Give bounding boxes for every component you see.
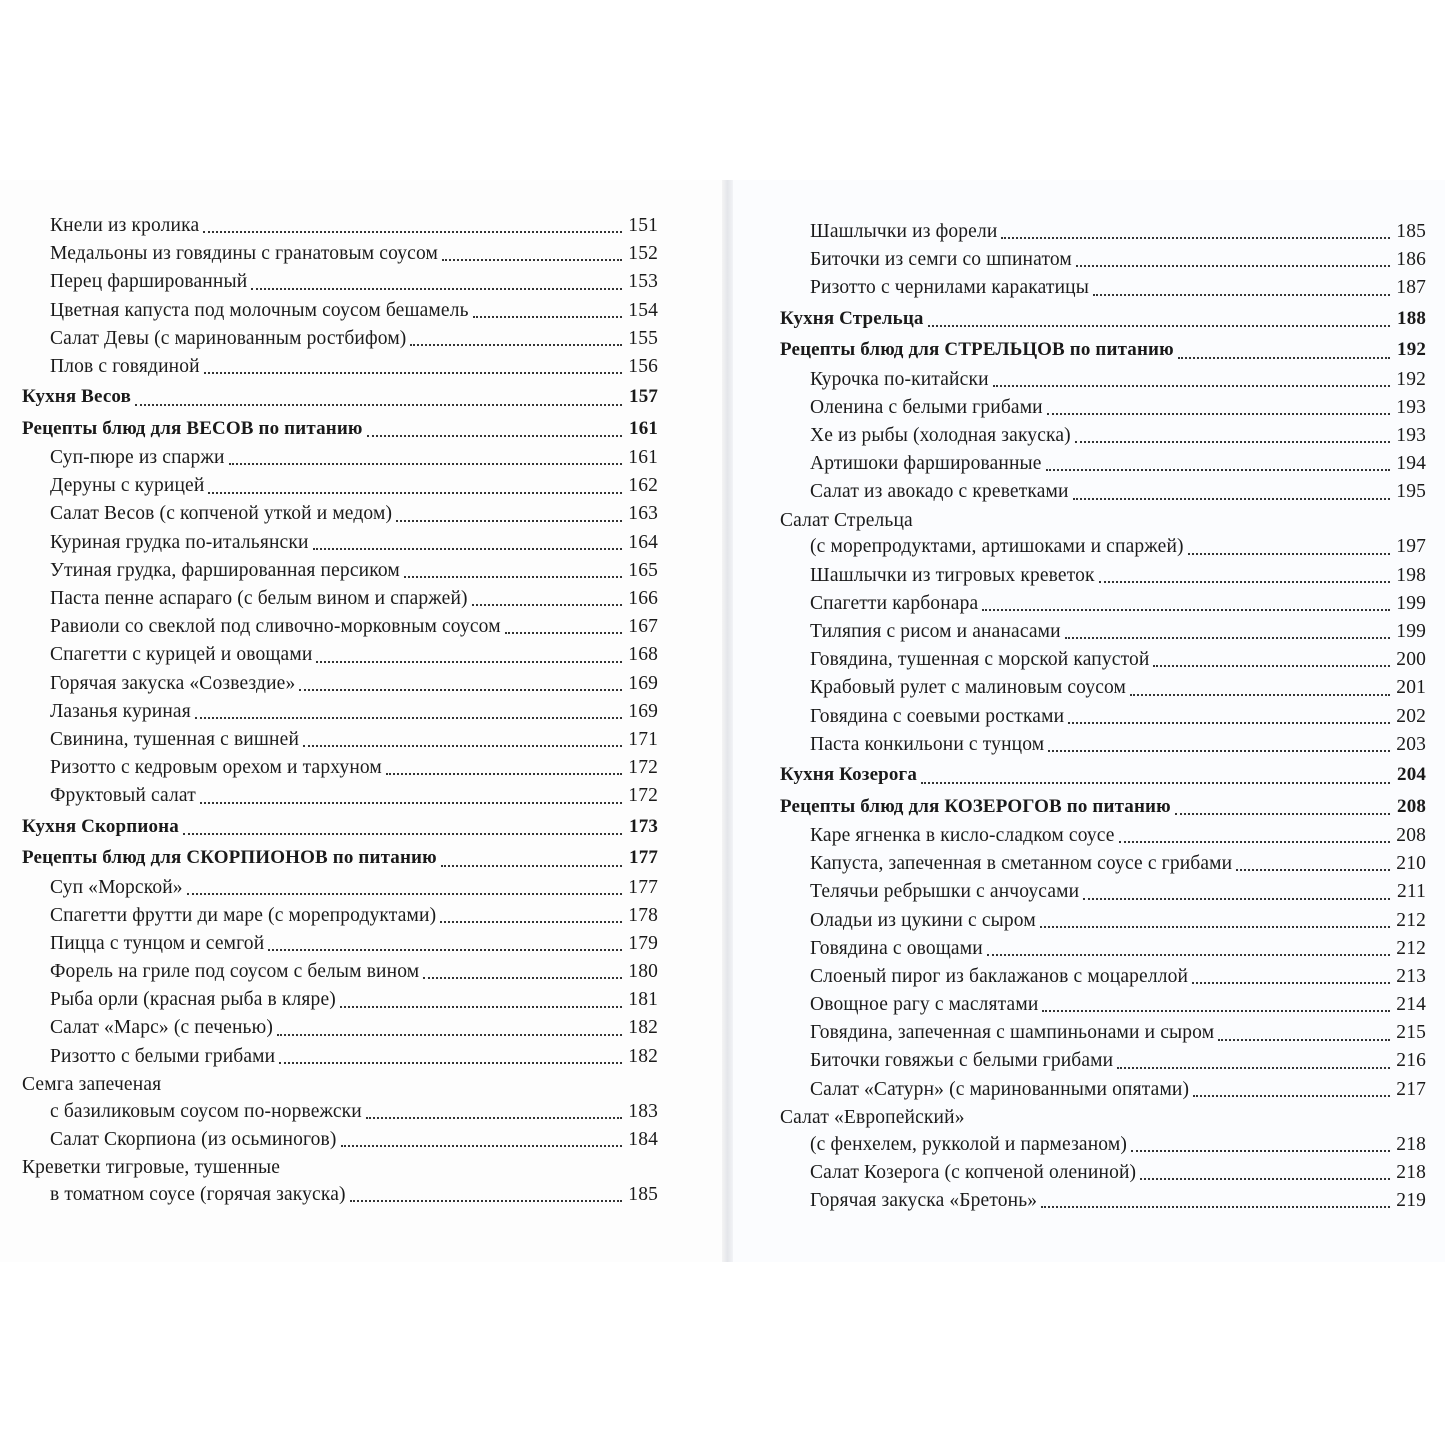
toc-entry-title: Оладьи из цукини с сыром bbox=[810, 909, 1036, 931]
toc-entry-title: Суп-пюре из спаржи bbox=[50, 447, 225, 469]
toc-entry bbox=[780, 646, 1426, 674]
dot-leader bbox=[1218, 1039, 1390, 1041]
toc-entry-title: Рыба орли (красная рыба в кляре) bbox=[50, 989, 336, 1011]
toc-entry-title: Овощное рагу с маслятами bbox=[810, 994, 1039, 1016]
toc-page-number: 199 bbox=[1396, 621, 1426, 643]
toc-entry bbox=[22, 641, 658, 669]
toc-entry-title: Рецепты блюд для СКОРПИОНОВ по питанию bbox=[22, 847, 437, 869]
toc-page-number: 193 bbox=[1396, 424, 1426, 446]
dot-leader bbox=[341, 1145, 622, 1147]
toc-entry bbox=[780, 590, 1426, 618]
toc-left bbox=[22, 212, 658, 1209]
toc-page-number: 218 bbox=[1396, 1133, 1426, 1155]
toc-page-number: 183 bbox=[628, 1100, 658, 1122]
toc-page-number: 208 bbox=[1396, 824, 1426, 846]
toc-entry bbox=[780, 618, 1426, 646]
toc-page-number: 212 bbox=[1396, 937, 1426, 959]
toc-page-number: 204 bbox=[1397, 764, 1426, 785]
toc-entry-title: Горячая закуска «Созвездие» bbox=[50, 672, 296, 694]
toc-page-number: 181 bbox=[628, 989, 658, 1011]
toc-page-number: 163 bbox=[628, 503, 658, 525]
dot-leader bbox=[1236, 869, 1390, 871]
toc-entry-title: Салат Скорпиона (из осьминогов) bbox=[50, 1129, 337, 1151]
toc-page-number: 192 bbox=[1397, 339, 1426, 361]
dot-leader bbox=[404, 576, 622, 578]
toc-entry bbox=[22, 1015, 658, 1043]
toc-entry-title: Паста пенне аспараго (с белым вином и спаржей) bbox=[50, 588, 468, 610]
toc-page-number: 217 bbox=[1396, 1078, 1426, 1100]
dot-leader bbox=[279, 1062, 622, 1064]
dot-leader bbox=[505, 632, 622, 634]
dot-leader bbox=[1153, 665, 1390, 667]
toc-page-number: 184 bbox=[628, 1129, 658, 1151]
dot-leader bbox=[367, 435, 622, 437]
toc-entry-title: Ризотто с чернилами каракатицы bbox=[810, 277, 1089, 299]
dot-leader bbox=[1192, 982, 1390, 984]
toc-entry-title: Салат Козерога (с копченой олениной) bbox=[810, 1162, 1137, 1184]
dot-leader bbox=[203, 231, 622, 233]
toc-entry bbox=[22, 754, 658, 782]
toc-entry bbox=[22, 1154, 658, 1181]
toc-entry bbox=[780, 450, 1426, 478]
toc-entry bbox=[22, 958, 658, 986]
dot-leader bbox=[1075, 441, 1390, 443]
toc-entry bbox=[22, 930, 658, 958]
dot-leader bbox=[1093, 294, 1390, 296]
toc-entry bbox=[780, 274, 1426, 302]
toc-page-number: 171 bbox=[628, 728, 658, 750]
toc-entry-title: (с морепродуктами, артишоками и спаржей) bbox=[810, 536, 1184, 558]
toc-entry-title: в томатном соусе (горячая закуска) bbox=[50, 1184, 346, 1206]
dot-leader bbox=[1040, 926, 1390, 928]
toc-entry-title: Салат «Марс» (с печенью) bbox=[50, 1017, 273, 1039]
toc-entry-title: Ризотто с кедровым орехом и тархуном bbox=[50, 757, 382, 779]
dot-leader bbox=[1175, 813, 1390, 815]
toc-section-heading bbox=[22, 413, 658, 445]
toc-page-number: 195 bbox=[1396, 481, 1426, 503]
dot-leader bbox=[982, 609, 1390, 611]
toc-entry bbox=[780, 366, 1426, 394]
toc-page-number: 169 bbox=[628, 672, 658, 694]
toc-entry bbox=[780, 246, 1426, 274]
toc-page-number: 210 bbox=[1396, 853, 1426, 875]
toc-page-number: 208 bbox=[1397, 795, 1426, 817]
dot-leader bbox=[277, 1034, 622, 1036]
dot-leader bbox=[993, 385, 1390, 387]
toc-entry-title: (с фенхелем, рукколой и пармезаном) bbox=[810, 1133, 1127, 1155]
toc-page-number: 218 bbox=[1396, 1162, 1426, 1184]
toc-entry-title: с базиликовым соусом по-норвежски bbox=[50, 1100, 362, 1122]
toc-entry bbox=[22, 444, 658, 472]
toc-entry-title: Телячьи ребрышки с анчоусами bbox=[810, 881, 1080, 903]
toc-entry bbox=[780, 1159, 1426, 1187]
dot-leader bbox=[440, 921, 622, 923]
toc-page-number: 198 bbox=[1396, 564, 1426, 586]
toc-entry-title: Салат Весов (с копченой уткой и медом) bbox=[50, 503, 393, 525]
toc-entry-title: Плов с говядиной bbox=[50, 355, 200, 377]
toc-entry bbox=[22, 557, 658, 585]
toc-page-number: 161 bbox=[629, 417, 658, 439]
toc-entry-title: Артишоки фаршированные bbox=[810, 453, 1042, 475]
toc-entry bbox=[22, 268, 658, 296]
toc-page-number: 151 bbox=[628, 214, 658, 236]
toc-page-number: 162 bbox=[628, 475, 658, 497]
toc-entry-title: Тиляпия с рисом и ананасами bbox=[810, 621, 1061, 643]
toc-entry-title: Семга запеченая bbox=[22, 1073, 162, 1095]
toc-page-number: 192 bbox=[1396, 368, 1426, 390]
dot-leader bbox=[1048, 750, 1390, 752]
toc-section-heading bbox=[22, 381, 658, 413]
toc-page-number: 157 bbox=[629, 386, 658, 408]
toc-entry-title: Спагетти с курицей и овощами bbox=[50, 644, 313, 666]
toc-entry bbox=[22, 613, 658, 641]
toc-page-number: 172 bbox=[628, 757, 658, 779]
toc-page-number: 199 bbox=[1396, 592, 1426, 614]
dot-leader bbox=[204, 372, 622, 374]
toc-entry-title: Шашлычки из форели bbox=[810, 220, 998, 242]
toc-entry-title: Шашлычки из тигровых креветок bbox=[810, 564, 1095, 586]
dot-leader bbox=[195, 717, 622, 719]
toc-entry bbox=[22, 1071, 658, 1098]
toc-entry bbox=[780, 1019, 1426, 1047]
toc-entry bbox=[22, 472, 658, 500]
dot-leader bbox=[386, 773, 622, 775]
toc-entry-title: Говядина, запеченная с шампиньонами и сыром bbox=[810, 1022, 1215, 1044]
toc-page-number: 182 bbox=[628, 1045, 658, 1067]
toc-page-number: 156 bbox=[628, 355, 658, 377]
toc-entry-title: Рецепты блюд для КОЗЕРОГОВ по питанию bbox=[780, 795, 1171, 817]
toc-entry-title: Каре ягненка в кисло-сладком соусе bbox=[810, 824, 1115, 846]
toc-entry-title: Оленина с белыми грибами bbox=[810, 396, 1043, 418]
toc-page-number: 167 bbox=[628, 616, 658, 638]
dot-leader bbox=[187, 893, 622, 895]
toc-page-number: 212 bbox=[1396, 909, 1426, 931]
dot-leader bbox=[350, 1200, 622, 1202]
toc-page-number: 169 bbox=[628, 700, 658, 722]
toc-entry bbox=[780, 534, 1426, 562]
toc-entry-title: Салат Девы (с маринованным ростбифом) bbox=[50, 327, 407, 349]
toc-page-number: 187 bbox=[1396, 277, 1426, 299]
toc-entry bbox=[780, 878, 1426, 906]
toc-entry bbox=[780, 394, 1426, 422]
toc-entry bbox=[780, 907, 1426, 935]
toc-entry bbox=[780, 1131, 1426, 1159]
dot-leader bbox=[396, 520, 622, 522]
toc-entry-title: Кухня Козерога bbox=[780, 764, 917, 785]
dot-leader bbox=[1130, 694, 1390, 696]
toc-entry-title: Спагетти карбонара bbox=[810, 592, 979, 614]
toc-entry-title: Биточки из семги со шпинатом bbox=[810, 249, 1072, 271]
toc-page-number: 153 bbox=[628, 271, 658, 293]
dot-leader bbox=[135, 404, 622, 406]
toc-entry-title: Крабовый рулет с малиновым соусом bbox=[810, 677, 1127, 699]
dot-leader bbox=[1076, 265, 1390, 267]
dot-leader bbox=[1083, 898, 1390, 900]
toc-entry bbox=[780, 674, 1426, 702]
toc-page-number: 186 bbox=[1396, 249, 1426, 271]
dot-leader bbox=[366, 1117, 622, 1119]
toc-page-number: 185 bbox=[1396, 220, 1426, 242]
dot-leader bbox=[316, 661, 622, 663]
dot-leader bbox=[303, 745, 622, 747]
dot-leader bbox=[1099, 581, 1390, 583]
toc-page-number: 202 bbox=[1396, 705, 1426, 727]
dot-leader bbox=[410, 344, 622, 346]
toc-entry-title: Креветки тигровые, тушенные bbox=[22, 1157, 280, 1179]
toc-entry-title: Цветная капуста под молочным соусом бешамель bbox=[50, 299, 469, 321]
toc-page-number: 173 bbox=[629, 815, 658, 837]
toc-entry-title: Лазанья куриная bbox=[50, 700, 191, 722]
toc-page-number: 166 bbox=[628, 588, 658, 610]
dot-leader bbox=[1065, 637, 1390, 639]
toc-entry-title: Спагетти фрутти ди маре (с морепродуктами) bbox=[50, 904, 437, 926]
dot-leader bbox=[441, 865, 622, 867]
toc-entry-title: Деруны с курицей bbox=[50, 475, 205, 497]
toc-section-heading bbox=[780, 791, 1426, 823]
toc-entry-title: Салат Стрельца bbox=[780, 509, 913, 531]
toc-entry bbox=[22, 240, 658, 268]
toc-section-heading bbox=[22, 842, 658, 874]
dot-leader bbox=[1068, 722, 1390, 724]
toc-entry-title: Слоеный пирог из баклажанов с моцареллой bbox=[810, 965, 1189, 987]
toc-entry-title: Утиная грудка, фаршированная персиком bbox=[50, 559, 400, 581]
toc-page-number: 177 bbox=[628, 876, 658, 898]
dot-leader bbox=[473, 316, 622, 318]
toc-page-number: 152 bbox=[628, 243, 658, 265]
toc-page-number: 193 bbox=[1396, 396, 1426, 418]
toc-entry bbox=[780, 822, 1426, 850]
toc-entry bbox=[22, 698, 658, 726]
toc-entry bbox=[780, 935, 1426, 963]
toc-page-number: 164 bbox=[628, 531, 658, 553]
dot-leader bbox=[1046, 469, 1390, 471]
toc-entry-title: Курочка по-китайски bbox=[810, 368, 989, 390]
toc-entry bbox=[780, 218, 1426, 246]
dot-leader bbox=[1131, 1150, 1390, 1152]
toc-entry-title: Салат «Европейский» bbox=[780, 1106, 965, 1128]
toc-entry bbox=[780, 703, 1426, 731]
toc-page-number: 219 bbox=[1396, 1190, 1426, 1212]
toc-entry bbox=[780, 1048, 1426, 1076]
toc-page-number: 154 bbox=[628, 299, 658, 321]
dot-leader bbox=[423, 977, 622, 979]
toc-entry bbox=[780, 1187, 1426, 1215]
dot-leader bbox=[1140, 1178, 1390, 1180]
toc-entry-title: Горячая закуска «Бретонь» bbox=[810, 1190, 1038, 1212]
toc-entry-title: Рецепты блюд для ВЕСОВ по питанию bbox=[22, 417, 363, 439]
toc-entry-title: Говядина с овощами bbox=[810, 937, 983, 959]
dot-leader bbox=[313, 548, 622, 550]
toc-entry bbox=[22, 986, 658, 1014]
toc-section-heading bbox=[780, 303, 1426, 335]
toc-entry-title: Салат из авокадо с креветками bbox=[810, 481, 1069, 503]
toc-section-heading bbox=[780, 334, 1426, 366]
toc-entry bbox=[780, 507, 1426, 534]
toc-entry-title: Биточки говяжьи с белыми грибами bbox=[810, 1050, 1114, 1072]
toc-entry-title: Фруктовый салат bbox=[50, 785, 196, 807]
toc-page-number: 197 bbox=[1396, 536, 1426, 558]
book-gutter bbox=[722, 180, 733, 1262]
toc-page-number: 165 bbox=[628, 559, 658, 581]
toc-section-heading bbox=[22, 811, 658, 843]
toc-page-number: 201 bbox=[1396, 677, 1426, 699]
toc-entry bbox=[22, 1098, 658, 1126]
toc-page-number: 203 bbox=[1396, 733, 1426, 755]
toc-entry bbox=[780, 963, 1426, 991]
toc-page-number: 213 bbox=[1396, 965, 1426, 987]
dot-leader bbox=[1119, 841, 1390, 843]
toc-entry-title: Хе из рыбы (холодная закуска) bbox=[810, 424, 1071, 446]
toc-entry bbox=[22, 1043, 658, 1071]
toc-entry bbox=[22, 902, 658, 930]
toc-entry bbox=[780, 422, 1426, 450]
toc-entry bbox=[780, 731, 1426, 759]
toc-entry-title: Говядина с соевыми ростками bbox=[810, 705, 1065, 727]
toc-entry-title: Капуста, запеченная в сметанном соусе с грибами bbox=[810, 853, 1233, 875]
toc-entry bbox=[780, 1104, 1426, 1131]
dot-leader bbox=[987, 954, 1390, 956]
toc-entry bbox=[22, 353, 658, 381]
dot-leader bbox=[1193, 1095, 1390, 1097]
dot-leader bbox=[472, 604, 622, 606]
dot-leader bbox=[251, 288, 622, 290]
toc-page-number: 215 bbox=[1396, 1022, 1426, 1044]
dot-leader bbox=[229, 463, 622, 465]
dot-leader bbox=[1001, 237, 1390, 239]
toc-page-number: 194 bbox=[1396, 453, 1426, 475]
toc-entry bbox=[22, 726, 658, 754]
dot-leader bbox=[183, 833, 622, 835]
toc-entry-title: Кухня Стрельца bbox=[780, 307, 924, 329]
dot-leader bbox=[1178, 357, 1390, 359]
dot-leader bbox=[299, 689, 622, 691]
toc-entry-title: Салат «Сатурн» (с маринованными опятами) bbox=[810, 1078, 1190, 1100]
toc-entry-title: Паста конкильони с тунцом bbox=[810, 733, 1045, 755]
toc-entry-title: Равиоли со свеклой под сливочно-морковным соусом bbox=[50, 616, 501, 638]
dot-leader bbox=[1042, 1010, 1390, 1012]
dot-leader bbox=[1047, 413, 1390, 415]
toc-entry-title: Кухня Скорпиона bbox=[22, 815, 179, 837]
toc-entry bbox=[22, 325, 658, 353]
toc-page-number: 188 bbox=[1397, 307, 1426, 329]
dot-leader bbox=[200, 802, 622, 804]
toc-entry-title: Рецепты блюд для СТРЕЛЬЦОВ по питанию bbox=[780, 339, 1174, 361]
toc-entry-title: Кнели из кролика bbox=[50, 214, 200, 236]
dot-leader bbox=[921, 782, 1390, 784]
dot-leader bbox=[268, 949, 622, 951]
toc-page-number: 180 bbox=[628, 961, 658, 983]
toc-page-number: 179 bbox=[628, 932, 658, 954]
toc-entry bbox=[780, 478, 1426, 506]
toc-page-number: 182 bbox=[628, 1017, 658, 1039]
toc-page-number: 177 bbox=[629, 847, 658, 869]
dot-leader bbox=[1117, 1067, 1390, 1069]
toc-right bbox=[780, 218, 1426, 1215]
toc-page-number: 211 bbox=[1397, 881, 1426, 903]
toc-section-heading bbox=[780, 759, 1426, 791]
toc-entry-title: Ризотто с белыми грибами bbox=[50, 1045, 276, 1067]
dot-leader bbox=[208, 492, 622, 494]
toc-entry bbox=[22, 670, 658, 698]
dot-leader bbox=[1041, 1206, 1390, 1208]
toc-page-number: 185 bbox=[628, 1184, 658, 1206]
dot-leader bbox=[928, 325, 1390, 327]
toc-entry bbox=[780, 850, 1426, 878]
toc-entry bbox=[22, 874, 658, 902]
toc-entry bbox=[22, 585, 658, 613]
toc-entry bbox=[22, 212, 658, 240]
toc-page-number: 200 bbox=[1396, 649, 1426, 671]
toc-entry-title: Пицца с тунцом и семгой bbox=[50, 932, 265, 954]
toc-entry-title: Форель на гриле под соусом с белым вином bbox=[50, 961, 420, 983]
toc-entry-title: Куриная грудка по-итальянски bbox=[50, 531, 309, 553]
dot-leader bbox=[1188, 553, 1390, 555]
toc-page-number: 172 bbox=[628, 785, 658, 807]
toc-entry-title: Суп «Морской» bbox=[50, 876, 183, 898]
toc-page-number: 168 bbox=[628, 644, 658, 666]
toc-entry bbox=[22, 529, 658, 557]
toc-entry-title: Свинина, тушенная с вишней bbox=[50, 728, 300, 750]
toc-entry bbox=[780, 562, 1426, 590]
toc-page-number: 214 bbox=[1396, 994, 1426, 1016]
toc-page-number: 216 bbox=[1396, 1050, 1426, 1072]
dot-leader bbox=[1073, 498, 1390, 500]
dot-leader bbox=[442, 259, 622, 261]
toc-entry bbox=[780, 991, 1426, 1019]
toc-entry-title: Говядина, тушенная с морской капустой bbox=[810, 649, 1150, 671]
toc-entry bbox=[22, 1181, 658, 1209]
dot-leader bbox=[340, 1006, 622, 1008]
toc-page-number: 178 bbox=[628, 904, 658, 926]
toc-entry bbox=[780, 1076, 1426, 1104]
toc-entry-title: Медальоны из говядины с гранатовым соусом bbox=[50, 243, 438, 265]
toc-entry bbox=[22, 782, 658, 810]
toc-entry-title: Кухня Весов bbox=[22, 386, 131, 408]
toc-entry bbox=[22, 501, 658, 529]
toc-entry bbox=[22, 297, 658, 325]
toc-entry bbox=[22, 1126, 658, 1154]
toc-page-number: 161 bbox=[628, 447, 658, 469]
toc-page-number: 155 bbox=[628, 327, 658, 349]
toc-entry-title: Перец фаршированный bbox=[50, 271, 248, 293]
